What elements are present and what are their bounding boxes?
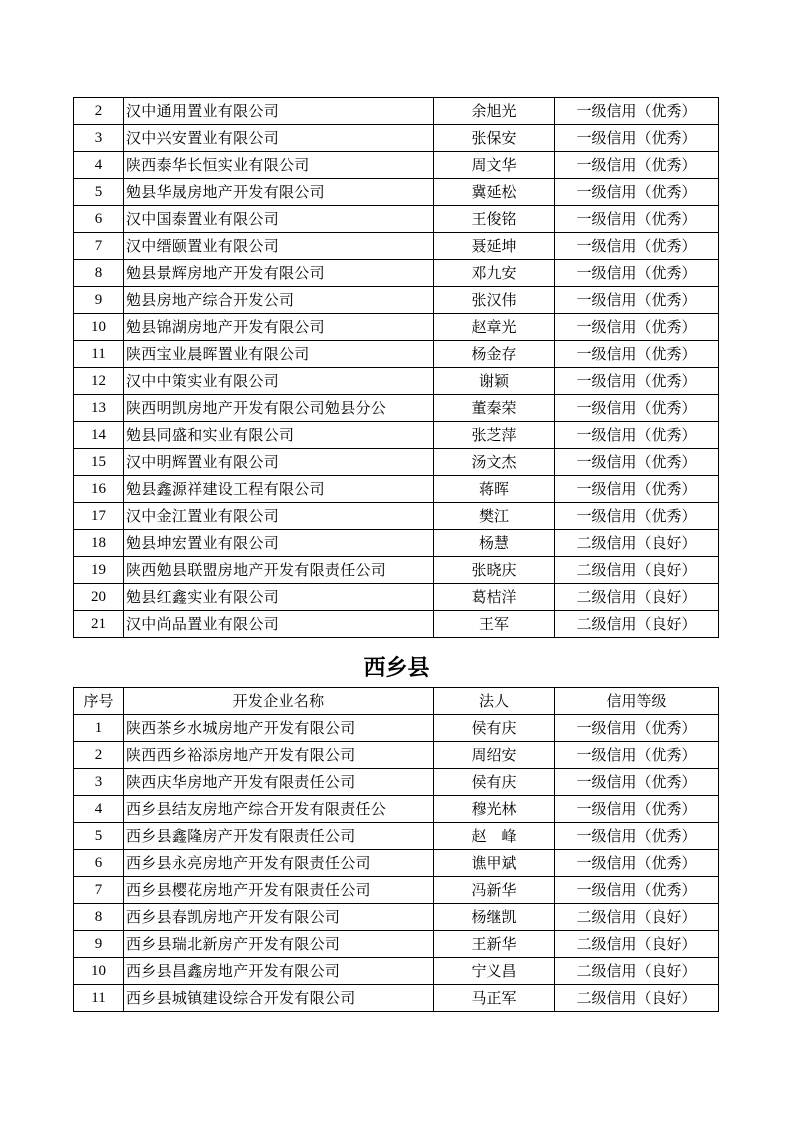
company-name: 陕西宝业晨晖置业有限公司 [124,341,434,368]
table-row [74,557,719,584]
table-row [74,530,719,557]
legal-representative: 赵章光 [434,314,555,341]
credit-table-continued [73,97,719,638]
legal-representative: 王新华 [434,931,555,958]
credit-level: 一级信用（优秀） [555,823,719,850]
legal-representative: 王俊铭 [434,206,555,233]
legal-representative: 董秦荣 [434,395,555,422]
credit-level: 一级信用（优秀） [555,476,719,503]
credit-level: 一级信用（优秀） [555,368,719,395]
legal-representative: 杨金存 [434,341,555,368]
legal-representative: 蒋晖 [434,476,555,503]
credit-level: 二级信用（良好） [555,557,719,584]
legal-representative: 葛桔洋 [434,584,555,611]
table-row [74,341,719,368]
table-row [74,823,719,850]
table-row [74,449,719,476]
company-name: 勉县红鑫实业有限公司 [124,584,434,611]
row-index: 1 [74,715,124,742]
row-index: 10 [74,314,124,341]
credit-level: 一级信用（优秀） [555,179,719,206]
company-name: 勉县坤宏置业有限公司 [124,530,434,557]
row-index: 17 [74,503,124,530]
row-index: 7 [74,233,124,260]
row-index: 5 [74,179,124,206]
table-row [74,395,719,422]
row-index: 14 [74,422,124,449]
row-index: 10 [74,958,124,985]
table-row [74,179,719,206]
legal-representative: 侯有庆 [434,715,555,742]
credit-level: 二级信用（良好） [555,958,719,985]
credit-level: 一级信用（优秀） [555,769,719,796]
row-index: 4 [74,152,124,179]
row-index: 4 [74,796,124,823]
company-name: 汉中国泰置业有限公司 [124,206,434,233]
header-company-name: 开发企业名称 [124,688,434,715]
legal-representative: 杨慧 [434,530,555,557]
company-name: 陕西茶乡水城房地产开发有限公司 [124,715,434,742]
company-name: 西乡县樱花房地产开发有限责任公司 [124,877,434,904]
table-row [74,904,719,931]
company-name: 陕西庆华房地产开发有限责任公司 [124,769,434,796]
credit-level: 一级信用（优秀） [555,742,719,769]
company-name: 汉中缙颐置业有限公司 [124,233,434,260]
row-index: 2 [74,742,124,769]
table-row [74,769,719,796]
legal-representative: 余旭光 [434,98,555,125]
row-index: 8 [74,904,124,931]
table-row [74,958,719,985]
credit-level: 二级信用（良好） [555,931,719,958]
row-index: 18 [74,530,124,557]
table-row [74,584,719,611]
row-index: 5 [74,823,124,850]
company-name: 西乡县永亮房地产开发有限责任公司 [124,850,434,877]
row-index: 11 [74,341,124,368]
legal-representative: 冯新华 [434,877,555,904]
row-index: 13 [74,395,124,422]
legal-representative: 侯有庆 [434,769,555,796]
company-name: 西乡县鑫隆房产开发有限责任公司 [124,823,434,850]
credit-level: 一级信用（优秀） [555,422,719,449]
table-row [74,476,719,503]
company-name: 陕西勉县联盟房地产开发有限责任公司 [124,557,434,584]
legal-representative: 周文华 [434,152,555,179]
company-name: 勉县华晟房地产开发有限公司 [124,179,434,206]
company-name: 汉中兴安置业有限公司 [124,125,434,152]
company-name: 汉中中策实业有限公司 [124,368,434,395]
company-name: 汉中金江置业有限公司 [124,503,434,530]
legal-representative: 邓九安 [434,260,555,287]
row-index: 12 [74,368,124,395]
company-name: 勉县景辉房地产开发有限公司 [124,260,434,287]
company-name: 西乡县瑞北新房产开发有限公司 [124,931,434,958]
credit-level: 一级信用（优秀） [555,152,719,179]
row-index: 6 [74,206,124,233]
company-name: 西乡县昌鑫房地产开发有限公司 [124,958,434,985]
company-name: 陕西泰华长恒实业有限公司 [124,152,434,179]
table-row [74,152,719,179]
legal-representative: 聂延坤 [434,233,555,260]
row-index: 7 [74,877,124,904]
company-name: 汉中通用置业有限公司 [124,98,434,125]
table-row [74,503,719,530]
table-row [74,742,719,769]
legal-representative: 谯甲斌 [434,850,555,877]
row-index: 9 [74,931,124,958]
table-row [74,98,719,125]
credit-level: 一级信用（优秀） [555,98,719,125]
company-name: 西乡县城镇建设综合开发有限公司 [124,985,434,1012]
legal-representative: 张汉伟 [434,287,555,314]
section-title: 西乡县 [363,655,430,681]
legal-representative: 张芝萍 [434,422,555,449]
credit-level: 一级信用（优秀） [555,503,719,530]
table-row [74,877,719,904]
credit-level: 一级信用（优秀） [555,449,719,476]
table-row [74,422,719,449]
row-index: 6 [74,850,124,877]
legal-representative: 赵 峰 [434,823,555,850]
credit-level: 一级信用（优秀） [555,233,719,260]
table-row [74,715,719,742]
row-index: 3 [74,125,124,152]
row-index: 8 [74,260,124,287]
table-row [74,850,719,877]
credit-level: 二级信用（良好） [555,985,719,1012]
credit-level: 一级信用（优秀） [555,206,719,233]
credit-level: 二级信用（良好） [555,611,719,638]
company-name: 西乡县春凯房地产开发有限公司 [124,904,434,931]
table-row [74,206,719,233]
legal-representative: 周绍安 [434,742,555,769]
legal-representative: 马正军 [434,985,555,1012]
credit-level: 一级信用（优秀） [555,395,719,422]
table-row [74,985,719,1012]
credit-level: 一级信用（优秀） [555,341,719,368]
credit-level: 二级信用（良好） [555,904,719,931]
row-index: 21 [74,611,124,638]
credit-level: 二级信用（良好） [555,530,719,557]
legal-representative: 张保安 [434,125,555,152]
credit-table-body [74,98,719,638]
table-row [74,260,719,287]
table-header [74,688,719,715]
header-row [74,688,719,715]
table-row [74,796,719,823]
table-row [74,611,719,638]
legal-representative: 宁义昌 [434,958,555,985]
credit-level: 一级信用（优秀） [555,314,719,341]
company-name: 陕西明凯房地产开发有限公司勉县分公 [124,395,434,422]
row-index: 3 [74,769,124,796]
legal-representative: 杨继凯 [434,904,555,931]
legal-representative: 汤文杰 [434,449,555,476]
row-index: 16 [74,476,124,503]
credit-level: 一级信用（优秀） [555,260,719,287]
company-name: 陕西西乡裕添房地产开发有限公司 [124,742,434,769]
header-credit-level: 信用等级 [555,688,719,715]
credit-table-body [74,715,719,1012]
credit-level: 一级信用（优秀） [555,715,719,742]
legal-representative: 谢颖 [434,368,555,395]
company-name: 勉县锦湖房地产开发有限公司 [124,314,434,341]
table-row [74,125,719,152]
credit-level: 一级信用（优秀） [555,796,719,823]
legal-representative: 樊江 [434,503,555,530]
credit-level: 一级信用（优秀） [555,287,719,314]
table-row [74,233,719,260]
row-index: 9 [74,287,124,314]
row-index: 20 [74,584,124,611]
company-name: 汉中明辉置业有限公司 [124,449,434,476]
header-legal-rep: 法人 [434,688,555,715]
credit-table-xixiang [73,687,719,1012]
row-index: 2 [74,98,124,125]
credit-level: 二级信用（良好） [555,584,719,611]
company-name: 西乡县结友房地产综合开发有限责任公 [124,796,434,823]
legal-representative: 张晓庆 [434,557,555,584]
row-index: 11 [74,985,124,1012]
credit-level: 一级信用（优秀） [555,877,719,904]
credit-level: 一级信用（优秀） [555,125,719,152]
table-row [74,368,719,395]
table-row [74,287,719,314]
legal-representative: 王军 [434,611,555,638]
credit-level: 一级信用（优秀） [555,850,719,877]
company-name: 勉县房地产综合开发公司 [124,287,434,314]
table-row [74,931,719,958]
header-index: 序号 [74,688,124,715]
company-name: 汉中尚品置业有限公司 [124,611,434,638]
legal-representative: 穆光林 [434,796,555,823]
row-index: 15 [74,449,124,476]
company-name: 勉县同盛和实业有限公司 [124,422,434,449]
table-row [74,314,719,341]
row-index: 19 [74,557,124,584]
legal-representative: 冀延松 [434,179,555,206]
company-name: 勉县鑫源祥建设工程有限公司 [124,476,434,503]
